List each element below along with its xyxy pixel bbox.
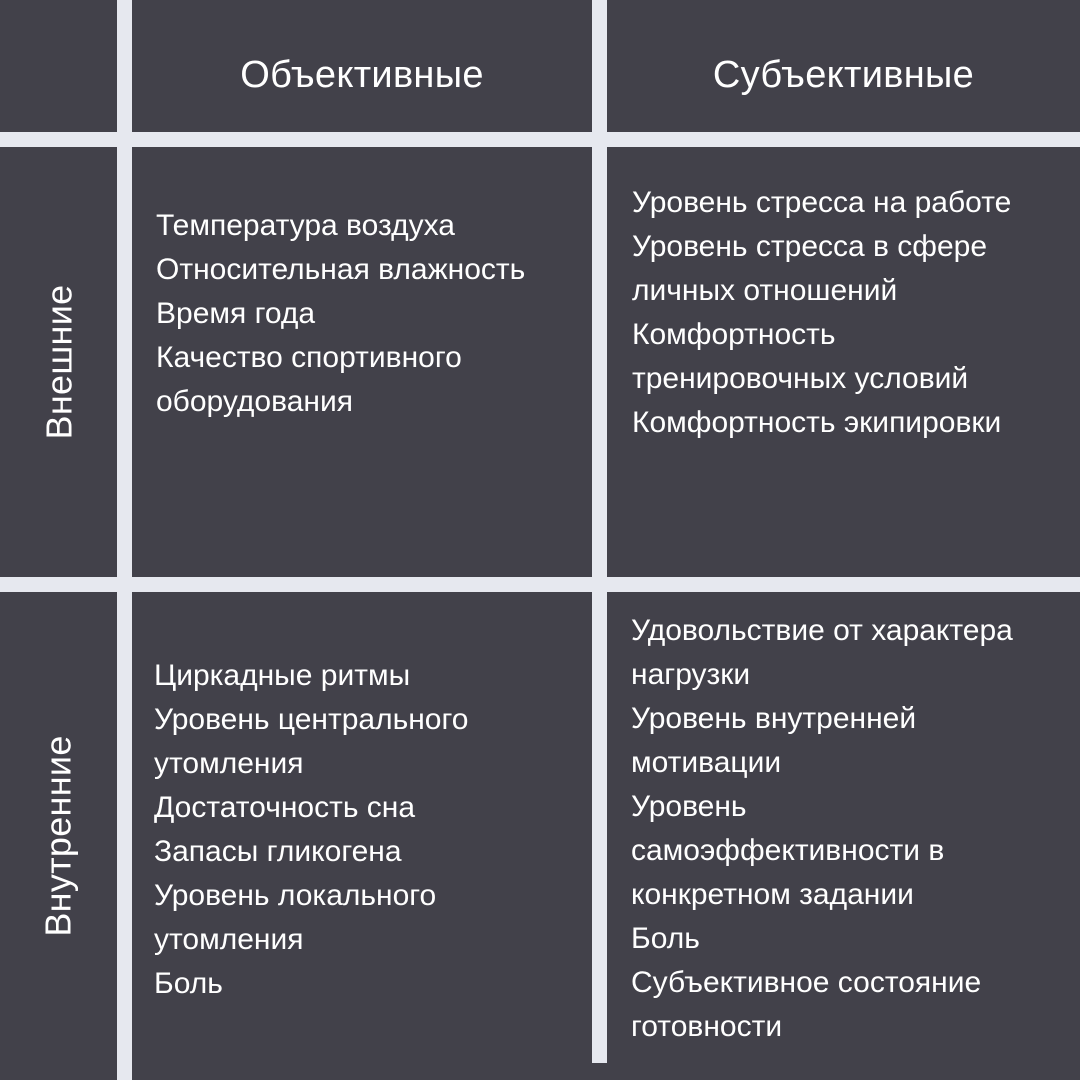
row-header-external [0,147,118,577]
cell-item: самоэффективности в [631,834,945,867]
grid-line-horizontal-middle [0,577,1080,592]
column-header-objective-label: Объективные [240,53,484,96]
cell-item: личных отношений [632,274,898,307]
cell-item: Субъективное состояние [631,966,982,999]
cell-item: нагрузки [631,658,751,691]
cell-internal-objective [154,654,584,1006]
cell-item: утомления [154,747,304,780]
cell-external-objective [156,204,586,424]
row-header-external-label: Внешние [38,284,80,440]
cell-item: Время года [156,297,316,330]
cell-external-subjective [632,181,1077,445]
cell-item: Уровень стресса в сфере [632,230,988,263]
cell-item: Уровень стресса на работе [632,186,1012,219]
cell-item: Боль [631,922,700,955]
cell-item: Удовольствие от характера [631,614,1013,647]
cell-item: мотивации [631,746,782,779]
cell-item: Достаточность сна [154,791,416,824]
column-header-subjective-label: Субъективные [712,53,975,96]
grid-line-vertical-middle [592,0,607,1063]
cell-item: готовности [631,1010,783,1043]
column-header-objective [132,40,592,110]
cell-item: Уровень внутренней [631,702,917,735]
cell-item: тренировочных условий [632,362,969,395]
grid-line-horizontal-top [0,132,1080,147]
cell-item: Комфортность экипировки [632,406,1002,439]
cell-item: конкретном задании [631,878,914,911]
cell-item: Уровень [631,790,747,823]
cell-item: утомления [154,923,304,956]
row-header-internal [0,592,118,1080]
cell-item: Запасы гликогена [154,835,402,868]
cell-item: Относительная влажность [156,253,526,286]
cell-item: Комфортность [632,318,836,351]
column-header-subjective [607,40,1080,110]
row-header-internal-label: Внутренние [38,735,80,937]
grid-line-vertical-left [117,0,132,1080]
cell-item: Циркадные ритмы [154,659,411,692]
cell-item: Уровень центрального [154,703,469,736]
cell-item: Температура воздуха [156,209,455,242]
cell-item: Боль [154,967,223,1000]
cell-item: Уровень локального [154,879,437,912]
cell-internal-subjective [631,609,1076,1049]
cell-item: Качество спортивного [156,341,462,374]
cell-item: оборудования [156,385,353,418]
